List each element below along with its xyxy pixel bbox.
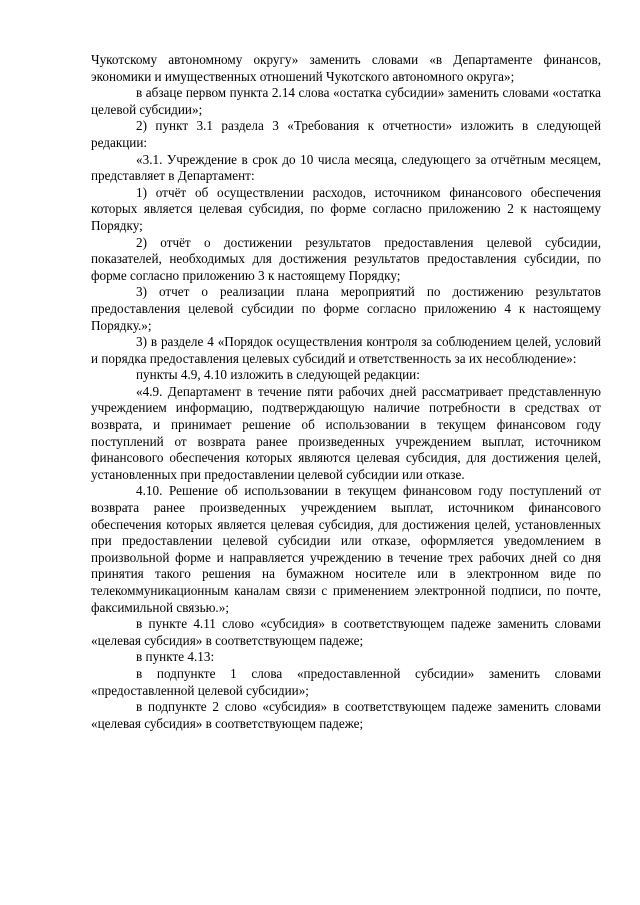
paragraph-clause-2-14: в абзаце первом пункта 2.14 слова «остатка субсидии» заменить словами «остатка целевой субсидии»; bbox=[91, 85, 601, 117]
paragraph-clause-4-9: «4.9. Департамент в течение пяти рабочих дней рассматривает представленную учреждением информацию, подтверждающую наличие потребности в средствах от возврата, и принимает решение об использовании в текущем финансовом году поступлений от возврата ранее произведенных учреждением выплат, источником финансового обеспечения которых являются целевая субсидия, для достижения целей, установленных при предоставлении целевой субсидии или отказе. bbox=[91, 383, 601, 482]
paragraph-subclause-1: в подпункте 1 слова «предоставленной субсидии» заменить словами «предоставленной целевой субсидии»; bbox=[91, 665, 601, 698]
paragraph-clause-4-10: 4.10. Решение об использовании в текущем финансовом году поступлений от возврата ранее произведенных учреждением выплат, источником финансового обеспечения которых является целевая субсидия, для достижения целей, установленных при предоставлении целевой субсидии или отказе, оформляется уведомлением в произвольной форме и направляется учреждению в течение трех рабочих дней со дня принятия такого решения на бумажном носителе или в электронном виде по телекоммуникационным каналам связи с применением электронной подписи, по почте, факсимильной связью.»; bbox=[91, 483, 601, 615]
paragraph-item-2: 2) пункт 3.1 раздела 3 «Требования к отчетности» изложить в следующей редакции: bbox=[91, 118, 601, 150]
paragraph-subclause-2: в подпункте 2 слово «субсидия» в соответствующем падеже заменить словами «целевая субсидия» в соответствующем падеже; bbox=[91, 699, 601, 731]
document-page bbox=[91, 52, 601, 732]
paragraph-clause-3-1: «3.1. Учреждение в срок до 10 числа месяца, следующего за отчётным месяцем, представляет в Департамент: bbox=[91, 151, 601, 184]
paragraph-items-4-9-4-10: пункты 4.9, 4.10 изложить в следующей редакции: bbox=[136, 367, 420, 383]
paragraph-item-3: 3) в разделе 4 «Порядок осуществления контроля за соблюдением целей, условий и порядка предоставления целевых субсидий и ответственность за их несоблюдение»: bbox=[91, 334, 601, 366]
paragraph-clause-4-13: в пункте 4.13: bbox=[136, 649, 215, 665]
paragraph-report-2: 2) отчёт о достижении результатов предоставления целевой субсидии, показателей, необходимых для достижения результатов предоставления субсидии, по форме согласно приложению 3 к настоящему Порядку; bbox=[91, 234, 601, 283]
paragraph-continuation: Чукотскому автономному округу» заменить словами «в Департаменте финансов, экономики и имущественных отношений Чукотского автономного округа»; bbox=[91, 52, 601, 84]
paragraph-report-3: 3) отчет о реализации плана мероприятий по достижению результатов предоставления целевой субсидии по форме согласно приложению 4 к настоящему Порядку.»; bbox=[91, 284, 601, 333]
paragraph-report-1: 1) отчёт об осуществлении расходов, источником финансового обеспечения которых является целевая субсидия, по форме согласно приложению 2 к настоящему Порядку; bbox=[91, 184, 601, 233]
paragraph-clause-4-11: в пункте 4.11 слово «субсидия» в соответствующем падеже заменить словами «целевая субсидия» в соответствующем падеже; bbox=[91, 616, 601, 648]
